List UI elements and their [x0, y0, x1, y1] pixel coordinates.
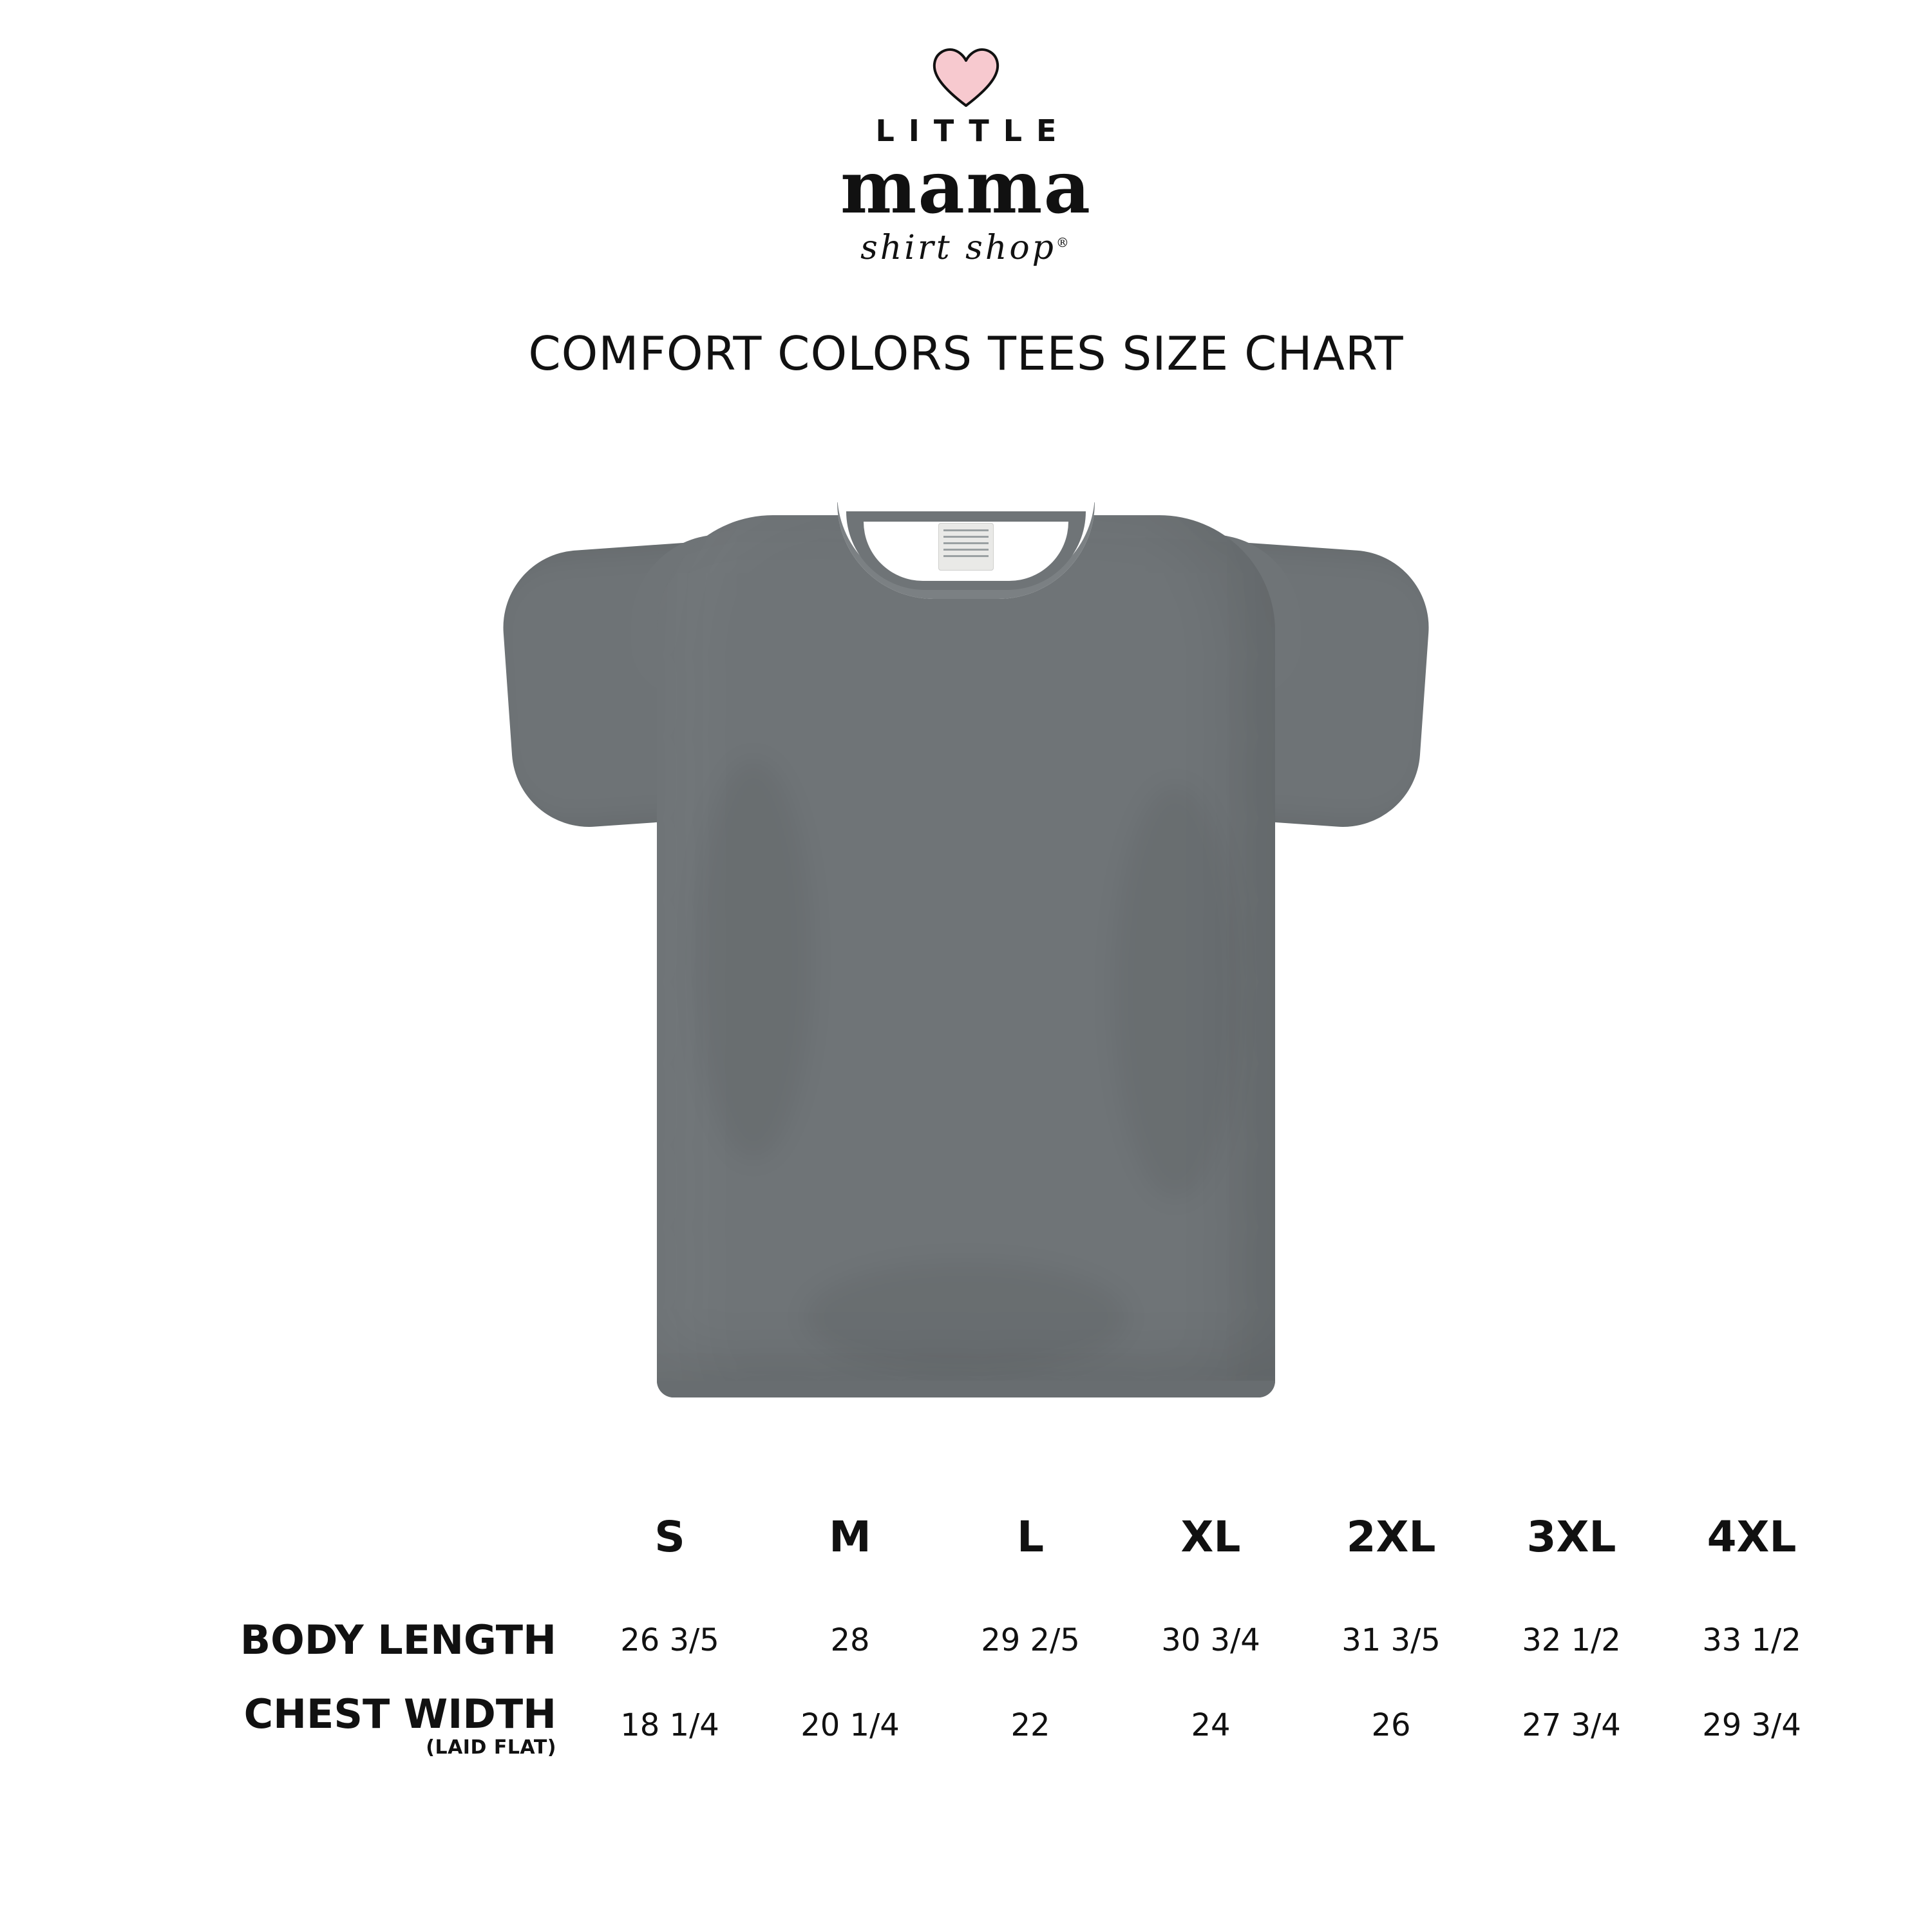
row-label-body-length: BODY LENGTH [240, 1616, 556, 1664]
column-header-s: S [654, 1511, 685, 1562]
chest-width-4xl: 29 3/4 [1702, 1707, 1801, 1743]
body-length-3xl: 32 1/2 [1522, 1622, 1621, 1658]
body-length-s: 26 3/5 [620, 1622, 719, 1658]
shirt-fold-right [1114, 786, 1236, 1198]
body-length-2xl: 31 3/5 [1341, 1622, 1441, 1658]
shirt-fold-left [696, 760, 811, 1159]
column-header-4xl: 4XL [1707, 1511, 1797, 1562]
chest-width-s: 18 1/4 [620, 1707, 719, 1743]
table-corner-cell [90, 1501, 580, 1598]
logo-shirt-shop-text: shirt shop [860, 229, 1056, 268]
brand-logo [0, 0, 1932, 268]
heart-icon [931, 45, 1001, 109]
size-chart-table-wrap [0, 1501, 1932, 1768]
body-length-4xl: 33 1/2 [1702, 1622, 1801, 1658]
table-row [90, 1683, 1842, 1768]
chest-width-l: 22 [1010, 1707, 1050, 1743]
chest-width-m: 20 1/4 [800, 1707, 900, 1743]
registered-mark: ® [1056, 234, 1072, 251]
chest-width-2xl: 26 [1371, 1707, 1411, 1743]
product-photo [0, 489, 1932, 1507]
chest-width-3xl: 27 3/4 [1522, 1707, 1621, 1743]
tshirt-graphic [496, 489, 1436, 1436]
shirt-body [657, 515, 1275, 1397]
body-length-m: 28 [830, 1622, 870, 1658]
row-label-chest-width-note: (LAID FLAT) [426, 1736, 556, 1759]
column-header-3xl: 3XL [1526, 1511, 1616, 1562]
shirt-fold-hem [805, 1262, 1127, 1372]
table-row [90, 1598, 1842, 1683]
table-header-row [90, 1501, 1842, 1598]
column-header-l: L [1016, 1511, 1045, 1562]
page-title: COMFORT COLORS TEES SIZE CHART [528, 327, 1404, 381]
size-chart-table [90, 1501, 1842, 1768]
column-header-xl: XL [1180, 1511, 1241, 1562]
shirt-neck-tag [938, 523, 994, 571]
column-header-2xl: 2XL [1346, 1511, 1436, 1562]
row-label-chest-width-text: CHEST WIDTH [243, 1690, 556, 1738]
logo-line-shirt-shop [860, 229, 1072, 268]
row-label-chest-width [90, 1683, 580, 1768]
chest-width-xl: 24 [1191, 1707, 1231, 1743]
body-length-xl: 30 3/4 [1161, 1622, 1260, 1658]
column-header-m: M [829, 1511, 871, 1562]
body-length-l: 29 2/5 [981, 1622, 1080, 1658]
logo-line-little: LITTLE [875, 113, 1071, 148]
logo-line-mama: mama [840, 146, 1092, 230]
